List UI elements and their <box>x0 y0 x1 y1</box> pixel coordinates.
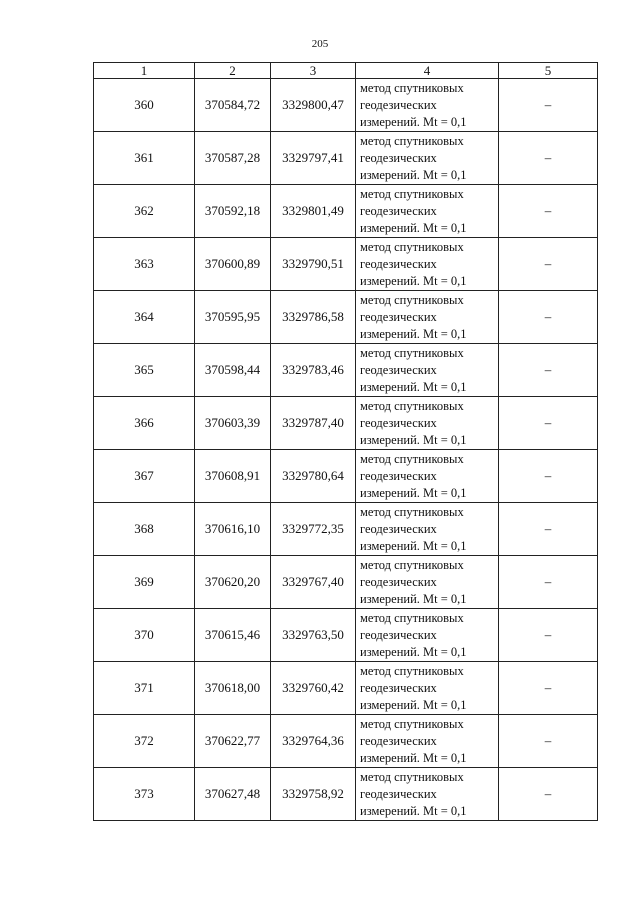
note-cell: – <box>499 238 598 291</box>
note-cell: – <box>499 556 598 609</box>
note-cell: – <box>499 503 598 556</box>
method-line: измерений. Mt = 0,1 <box>360 485 467 500</box>
x-coordinate-cell: 370608,91 <box>195 450 271 503</box>
method-cell <box>356 768 499 821</box>
note-cell: – <box>499 609 598 662</box>
table-header-row <box>94 63 598 79</box>
point-number-cell: 363 <box>94 238 195 291</box>
note-cell: – <box>499 768 598 821</box>
method-line: метод спутниковых <box>360 663 464 678</box>
method-cell <box>356 291 499 344</box>
y-coordinate-cell: 3329801,49 <box>271 185 356 238</box>
table-row <box>94 503 598 556</box>
method-line: метод спутниковых <box>360 80 464 95</box>
method-cell <box>356 344 499 397</box>
y-coordinate-cell: 3329780,64 <box>271 450 356 503</box>
note-cell: – <box>499 79 598 132</box>
method-cell <box>356 556 499 609</box>
point-number-cell: 364 <box>94 291 195 344</box>
y-coordinate-cell: 3329790,51 <box>271 238 356 291</box>
header-col-4: 4 <box>356 63 499 79</box>
table-row <box>94 238 598 291</box>
y-coordinate-cell: 3329767,40 <box>271 556 356 609</box>
note-cell: – <box>499 450 598 503</box>
note-cell: – <box>499 662 598 715</box>
point-number-cell: 365 <box>94 344 195 397</box>
y-coordinate-cell: 3329800,47 <box>271 79 356 132</box>
x-coordinate-cell: 370620,20 <box>195 556 271 609</box>
point-number-cell: 360 <box>94 79 195 132</box>
method-line: метод спутниковых <box>360 451 464 466</box>
method-line: измерений. Mt = 0,1 <box>360 220 467 235</box>
x-coordinate-cell: 370595,95 <box>195 291 271 344</box>
table-body <box>94 79 598 821</box>
method-cell <box>356 185 499 238</box>
method-cell <box>356 609 499 662</box>
point-number-cell: 370 <box>94 609 195 662</box>
y-coordinate-cell: 3329760,42 <box>271 662 356 715</box>
point-number-cell: 373 <box>94 768 195 821</box>
header-col-2: 2 <box>195 63 271 79</box>
y-coordinate-cell: 3329763,50 <box>271 609 356 662</box>
y-coordinate-cell: 3329772,35 <box>271 503 356 556</box>
method-line: метод спутниковых <box>360 769 464 784</box>
method-line: измерений. Mt = 0,1 <box>360 538 467 553</box>
method-line: измерений. Mt = 0,1 <box>360 432 467 447</box>
method-line: геодезических <box>360 627 437 642</box>
method-line: метод спутниковых <box>360 504 464 519</box>
method-line: метод спутниковых <box>360 610 464 625</box>
table-row <box>94 185 598 238</box>
method-line: геодезических <box>360 309 437 324</box>
method-line: геодезических <box>360 680 437 695</box>
point-number-cell: 371 <box>94 662 195 715</box>
method-cell <box>356 662 499 715</box>
method-line: измерений. Mt = 0,1 <box>360 750 467 765</box>
method-line: метод спутниковых <box>360 239 464 254</box>
page-number: 205 <box>311 38 329 50</box>
x-coordinate-cell: 370598,44 <box>195 344 271 397</box>
method-line: измерений. Mt = 0,1 <box>360 379 467 394</box>
header-col-5: 5 <box>499 63 598 79</box>
method-line: метод спутниковых <box>360 133 464 148</box>
method-line: измерений. Mt = 0,1 <box>360 803 467 818</box>
y-coordinate-cell: 3329758,92 <box>271 768 356 821</box>
method-cell <box>356 79 499 132</box>
method-line: геодезических <box>360 468 437 483</box>
method-cell <box>356 397 499 450</box>
table-row <box>94 291 598 344</box>
x-coordinate-cell: 370616,10 <box>195 503 271 556</box>
method-line: геодезических <box>360 362 437 377</box>
method-line: геодезических <box>360 150 437 165</box>
method-line: геодезических <box>360 203 437 218</box>
header-col-1: 1 <box>94 63 195 79</box>
method-line: измерений. Mt = 0,1 <box>360 326 467 341</box>
method-line: метод спутниковых <box>360 716 464 731</box>
method-line: метод спутниковых <box>360 186 464 201</box>
method-line: метод спутниковых <box>360 345 464 360</box>
point-number-cell: 362 <box>94 185 195 238</box>
table-row <box>94 344 598 397</box>
y-coordinate-cell: 3329787,40 <box>271 397 356 450</box>
x-coordinate-cell: 370615,46 <box>195 609 271 662</box>
note-cell: – <box>499 185 598 238</box>
point-number-cell: 367 <box>94 450 195 503</box>
x-coordinate-cell: 370584,72 <box>195 79 271 132</box>
method-line: измерений. Mt = 0,1 <box>360 644 467 659</box>
y-coordinate-cell: 3329786,58 <box>271 291 356 344</box>
method-line: измерений. Mt = 0,1 <box>360 591 467 606</box>
table-row <box>94 397 598 450</box>
table-row <box>94 132 598 185</box>
y-coordinate-cell: 3329797,41 <box>271 132 356 185</box>
note-cell: – <box>499 715 598 768</box>
method-line: геодезических <box>360 521 437 536</box>
method-cell <box>356 238 499 291</box>
x-coordinate-cell: 370592,18 <box>195 185 271 238</box>
method-line: метод спутниковых <box>360 557 464 572</box>
x-coordinate-cell: 370587,28 <box>195 132 271 185</box>
y-coordinate-cell: 3329783,46 <box>271 344 356 397</box>
table-row <box>94 768 598 821</box>
header-col-3: 3 <box>271 63 356 79</box>
x-coordinate-cell: 370603,39 <box>195 397 271 450</box>
point-number-cell: 361 <box>94 132 195 185</box>
method-cell <box>356 503 499 556</box>
x-coordinate-cell: 370627,48 <box>195 768 271 821</box>
point-number-cell: 366 <box>94 397 195 450</box>
method-line: геодезических <box>360 786 437 801</box>
method-line: геодезических <box>360 733 437 748</box>
table-row <box>94 662 598 715</box>
method-line: геодезических <box>360 97 437 112</box>
x-coordinate-cell: 370622,77 <box>195 715 271 768</box>
x-coordinate-cell: 370618,00 <box>195 662 271 715</box>
note-cell: – <box>499 344 598 397</box>
table-row <box>94 609 598 662</box>
table-row <box>94 79 598 132</box>
method-cell <box>356 715 499 768</box>
point-number-cell: 372 <box>94 715 195 768</box>
x-coordinate-cell: 370600,89 <box>195 238 271 291</box>
note-cell: – <box>499 291 598 344</box>
method-line: измерений. Mt = 0,1 <box>360 114 467 129</box>
coordinates-table <box>93 62 598 821</box>
method-cell <box>356 132 499 185</box>
method-line: измерений. Mt = 0,1 <box>360 273 467 288</box>
note-cell: – <box>499 132 598 185</box>
table-row <box>94 450 598 503</box>
method-cell <box>356 450 499 503</box>
method-line: геодезических <box>360 574 437 589</box>
method-line: измерений. Mt = 0,1 <box>360 167 467 182</box>
y-coordinate-cell: 3329764,36 <box>271 715 356 768</box>
point-number-cell: 368 <box>94 503 195 556</box>
method-line: метод спутниковых <box>360 398 464 413</box>
method-line: метод спутниковых <box>360 292 464 307</box>
table-row <box>94 715 598 768</box>
method-line: геодезических <box>360 256 437 271</box>
method-line: измерений. Mt = 0,1 <box>360 697 467 712</box>
point-number-cell: 369 <box>94 556 195 609</box>
table-row <box>94 556 598 609</box>
note-cell: – <box>499 397 598 450</box>
method-line: геодезических <box>360 415 437 430</box>
